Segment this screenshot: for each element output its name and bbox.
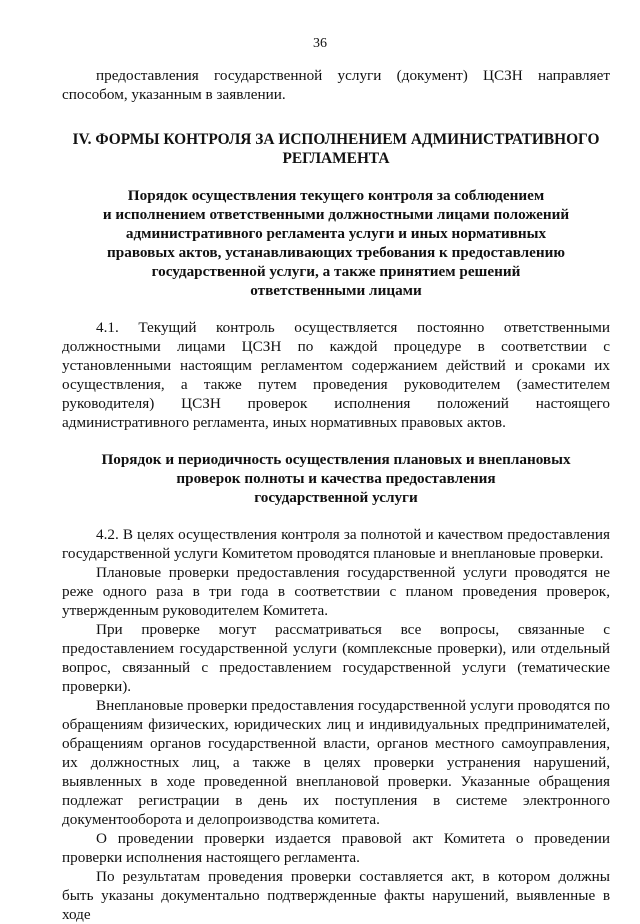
intro-paragraph: предоставления государственной услуги (документ) ЦСЗН направляет способом, указанным в заявлении. [62, 67, 610, 103]
subheading-line: правовых актов, устанавливающих требования к предоставлению [107, 244, 565, 261]
paragraph-4-2: 4.2. В целях осуществления контроля за полнотой и качеством предоставления государственной услуги Комитетом проводятся плановые и внеплановые проверки. [62, 526, 610, 562]
subheading-line: ответственными лицами [250, 282, 422, 299]
subheading-line: и исполнением ответственными должностными лицами положений [102, 206, 570, 223]
section-title-line: IV. ФОРМЫ КОНТРОЛЯ ЗА ИСПОЛНЕНИЕМ АДМИНИСТРАТИВНОГО [72, 131, 600, 148]
paragraph-planned-inspections: Плановые проверки предоставления государственной услуги проводятся не реже одного раза в три года в соответствии с планом проведения проверок, утвержденным руководителем Комитета. [62, 564, 610, 619]
paragraph-inspection-act: О проведении проверки издается правовой акт Комитета о проведении проверки исполнения настоящего регламента. [62, 830, 610, 866]
subheading-line: Порядок осуществления текущего контроля за соблюдением [127, 187, 545, 204]
subheading-line: административного регламента услуги и иных нормативных [125, 225, 547, 242]
subheading-line: Порядок и периодичность осуществления плановых и внеплановых [101, 451, 571, 468]
subheading-line: государственной услуги, а также принятием решений [151, 263, 521, 280]
paragraph-inspection-results: По результатам проведения проверки составляется акт, в котором должны быть указаны документально подтвержденные факты нарушений, выявленные в ходе [62, 868, 610, 923]
subheading-inspections [62, 450, 610, 507]
paragraph-unplanned-inspections: Внеплановые проверки предоставления государственной услуги проводятся по обращениям физических, юридических лиц и индивидуальных предпринимателей, обращениям органов государственной власти, органов местного самоуправления, их должностных лиц, а также в целях проверки устранения нарушений, выявленных в ходе проведенной внеплановой проверки. Указанные обращения подлежат регистрации в день их поступления в системе электронного документооборота и делопроизводства комитета. [62, 697, 610, 828]
page-body [62, 66, 610, 924]
page-number: 36 [313, 36, 327, 51]
subheading-current-control [62, 186, 610, 300]
subheading-line: проверок полноты и качества предоставления [176, 470, 496, 487]
section-title-line: РЕГЛАМЕНТА [282, 150, 390, 167]
paragraph-inspection-scope: При проверке могут рассматриваться все вопросы, связанные с предоставлением государственной услуги (комплексные проверки), или отдельный вопрос, связанный с предоставлением государственной услуги (тематические проверки). [62, 621, 610, 695]
section-title [62, 130, 610, 168]
subheading-line: государственной услуги [254, 489, 418, 506]
paragraph-4-1: 4.1. Текущий контроль осуществляется постоянно ответственными должностными лицами ЦСЗН по каждой процедуре в соответствии с установленными настоящим регламентом содержанием действий и сроками их осуществления, а также путем проведения руководителем (заместителем руководителя) ЦСЗН проверок исполнения положений настоящего административного регламента, иных нормативных правовых актов. [62, 319, 610, 431]
